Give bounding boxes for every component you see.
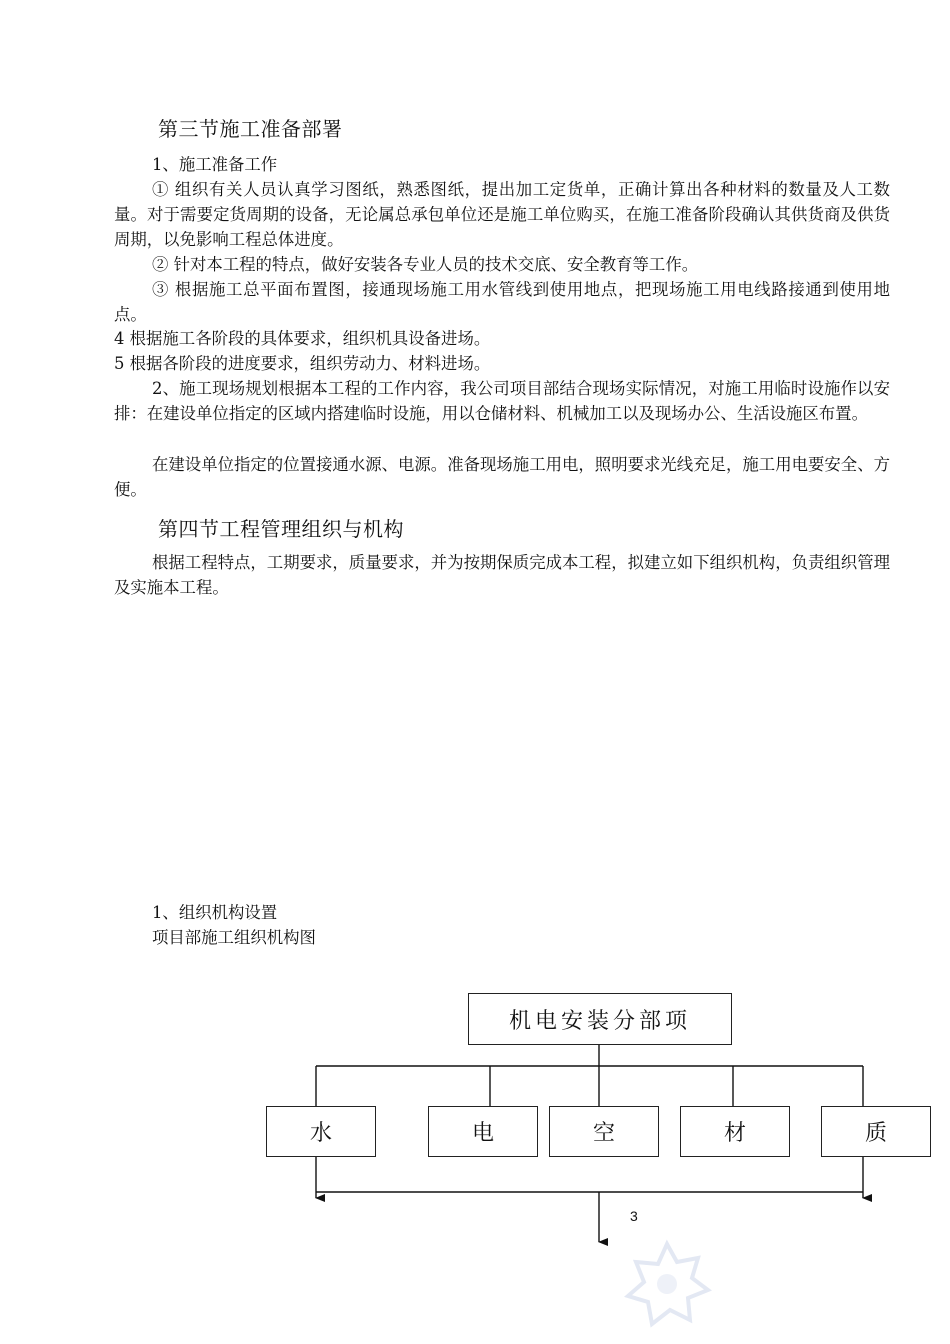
paragraph-2: ② 针对本工程的特点，做好安装各专业人员的技术交底、安全教育等工作。 <box>152 255 699 274</box>
page-number: 3 <box>630 1208 638 1224</box>
paragraph-6: 2、施工现场规划根据本工程的工作内容，我公司项目部结合现场实际情况，对施工用临时设施作以安排：在建设单位指定的区域内搭建临时设施，用以仓储材料、机械加工以及现场办公、生活设施区布置。 <box>114 379 890 423</box>
section4-paragraph: 根据工程特点，工期要求，质量要求，并为按期保质完成本工程，拟建立如下组织机构，负责组织管理及实施本工程。 <box>114 553 890 597</box>
org-box-quality: 质 <box>821 1106 931 1157</box>
org-box-material: 材 <box>680 1106 790 1157</box>
org-box-water: 水 <box>266 1106 376 1157</box>
paragraph-1: ① 组织有关人员认真学习图纸，熟悉图纸，提出加工定货单，正确计算出各种材料的数量及人工数量。对于需要定货周期的设备，无论属总承包单位还是施工单位购买，在施工准备阶段确认其供货商及供货周期，以免影响工程总体进度。 <box>114 180 890 249</box>
item1-title: 1、施工准备工作 <box>152 155 278 174</box>
paragraph-7: 在建设单位指定的位置接通水源、电源。准备现场施工用电，照明要求光线充足，施工用电要安全、方便。 <box>114 455 890 499</box>
paragraph-4: 4 根据施工各阶段的具体要求，组织机具设备进场。 <box>114 329 491 348</box>
org-top-box: 机电安装分部项 <box>468 993 732 1045</box>
org-box-air: 空 <box>549 1106 659 1157</box>
paragraph-5: 5 根据各阶段的进度要求，组织劳动力、材料进场。 <box>114 354 491 373</box>
paragraph-3: ③ 根据施工总平面布置图，接通现场施工用水管线到使用地点，把现场施工用电线路接通到使用地点。 <box>114 280 890 324</box>
watermark-logo <box>622 1238 712 1328</box>
section4-title: 第四节工程管理组织与机构 <box>158 517 404 541</box>
org-setup-title: 1、组织机构设置 <box>152 903 278 922</box>
org-chart-caption: 项目部施工组织机构图 <box>152 928 316 947</box>
section3-title: 第三节施工准备部署 <box>158 117 343 141</box>
org-box-electric: 电 <box>428 1106 538 1157</box>
